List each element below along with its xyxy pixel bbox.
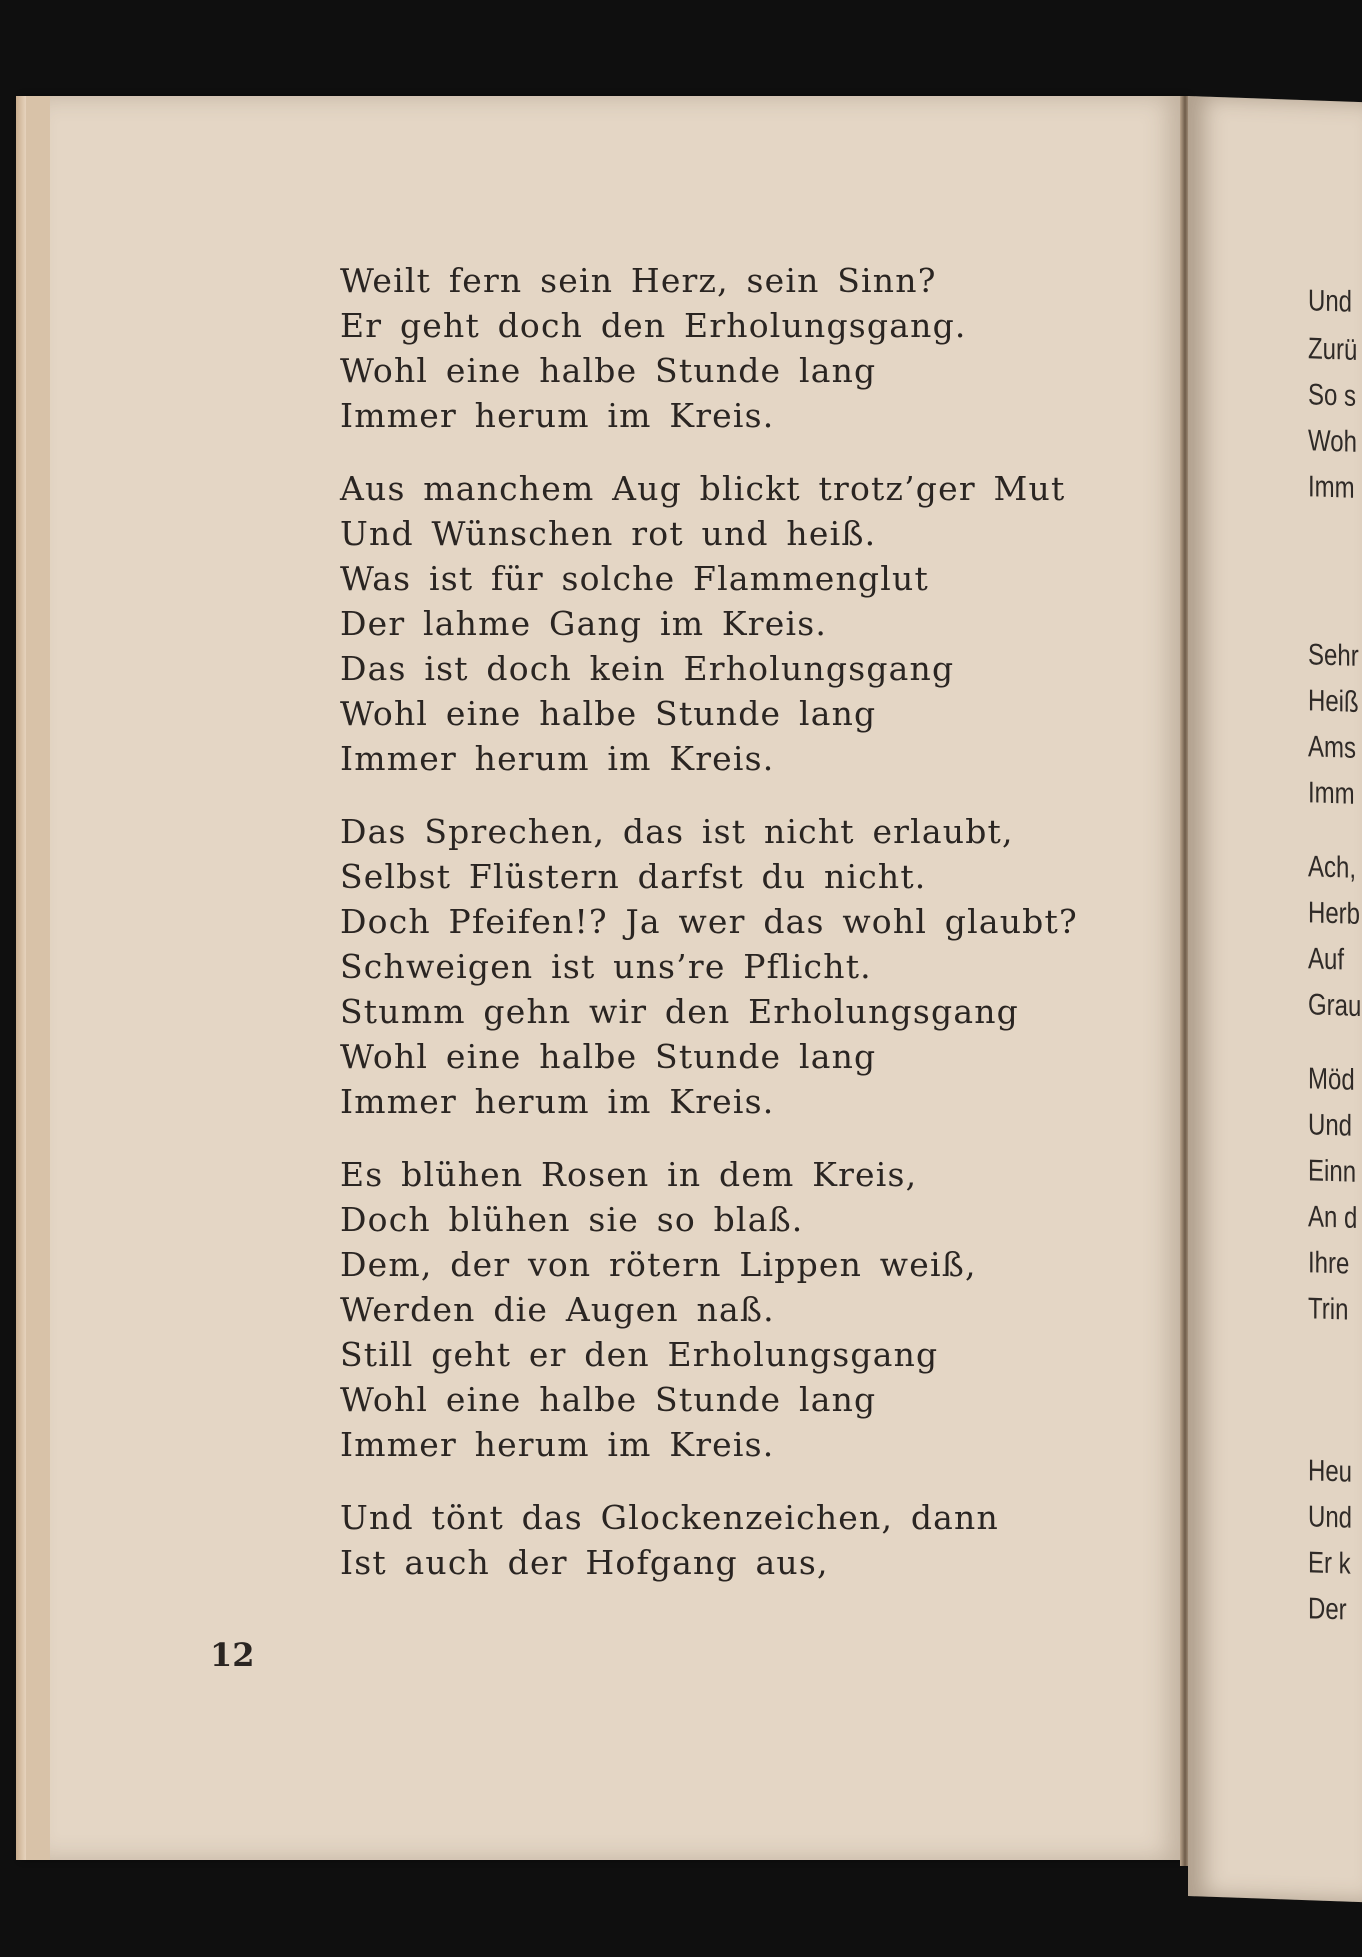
poem-line: Es blühen Rosen in dem Kreis, xyxy=(340,1155,918,1194)
poem-line: Und Wünschen rot und heiß. xyxy=(340,514,877,553)
poem-line: Was ist für solche Flammenglut xyxy=(340,559,929,598)
poem-line: Und tönt das Glockenzeichen, dann xyxy=(340,1498,999,1537)
poem-line: Werden die Augen naß. xyxy=(340,1290,775,1329)
poem-line: Wohl eine halbe Stunde lang xyxy=(340,351,877,390)
poem-line: Der lahme Gang im Kreis. xyxy=(340,604,828,643)
poem-line: Selbst Flüstern darfst du nicht. xyxy=(340,857,927,896)
poem-text xyxy=(340,258,1160,1613)
poem-line: Wohl eine halbe Stunde lang xyxy=(340,1380,877,1419)
right-page-fragment: Ams xyxy=(1308,730,1356,765)
poem-line: Weilt fern sein Herz, sein Sinn? xyxy=(340,261,937,300)
right-page-fragment: Ach, xyxy=(1308,850,1357,885)
right-page-fragment: Imm xyxy=(1308,470,1355,505)
right-page-fragment: Und xyxy=(1308,284,1353,319)
stanza xyxy=(340,809,1160,1124)
poem-line: Ist auch der Hofgang aus, xyxy=(340,1543,829,1582)
poem-line: Aus manchem Aug blickt trotz’ger Mut xyxy=(340,469,1066,508)
right-page xyxy=(1188,96,1362,1902)
poem-line: Wohl eine halbe Stunde lang xyxy=(340,1037,877,1076)
page-number: 12 xyxy=(210,1636,255,1674)
poem-line: Er geht doch den Erholungsgang. xyxy=(340,306,967,345)
right-page-fragment: Imm xyxy=(1308,776,1355,811)
right-page-fragment: Er k xyxy=(1308,1546,1351,1581)
poem-line: Still geht er den Erholungsgang xyxy=(340,1335,939,1374)
poem-line: Immer herum im Kreis. xyxy=(340,739,775,778)
stanza xyxy=(340,466,1160,781)
poem-line: Das Sprechen, das ist nicht erlaubt, xyxy=(340,812,1014,851)
poem-line: Wohl eine halbe Stunde lang xyxy=(340,694,877,733)
poem-line: Doch blühen sie so blaß. xyxy=(340,1200,804,1239)
stanza xyxy=(340,258,1160,438)
poem-line: Doch Pfeifen!? Ja wer das wohl glaubt? xyxy=(340,902,1078,941)
right-page-fragment: Auf xyxy=(1308,942,1345,977)
right-page-fragment: Ihre xyxy=(1308,1246,1350,1281)
right-page-fragment: An d xyxy=(1308,1200,1358,1235)
right-page-fragment: Trin xyxy=(1308,1292,1349,1327)
poem-line: Immer herum im Kreis. xyxy=(340,1082,775,1121)
right-page-fragment: So s xyxy=(1308,378,1357,413)
right-page-fragment: Sehr xyxy=(1308,638,1359,673)
right-page-fragment: Und xyxy=(1308,1108,1353,1143)
right-page-fragment: Heu xyxy=(1308,1454,1353,1489)
poem-line: Schweigen ist uns’re Pflicht. xyxy=(340,947,872,986)
poem-line: Immer herum im Kreis. xyxy=(340,396,775,435)
right-page-fragment: Der xyxy=(1308,1592,1347,1627)
right-page-fragment: Woh xyxy=(1308,424,1357,459)
poem-line: Dem, der von rötern Lippen weiß, xyxy=(340,1245,977,1284)
right-page-fragment: Heiß xyxy=(1308,684,1359,719)
poem-line: Das ist doch kein Erholungsgang xyxy=(340,649,955,688)
right-page-fragment: Einn xyxy=(1308,1154,1357,1189)
right-page-fragment: Und xyxy=(1308,1500,1353,1535)
poem-line: Immer herum im Kreis. xyxy=(340,1425,775,1464)
stanza xyxy=(340,1152,1160,1467)
right-page-fragment: Grau xyxy=(1308,988,1362,1024)
right-page-fragment: Zurü xyxy=(1308,332,1358,367)
stanza xyxy=(340,1495,1160,1585)
poem-line: Stumm gehn wir den Erholungsgang xyxy=(340,992,1019,1031)
right-page-fragment: Herb xyxy=(1308,896,1361,932)
right-page-fragment: Möd xyxy=(1308,1062,1355,1097)
